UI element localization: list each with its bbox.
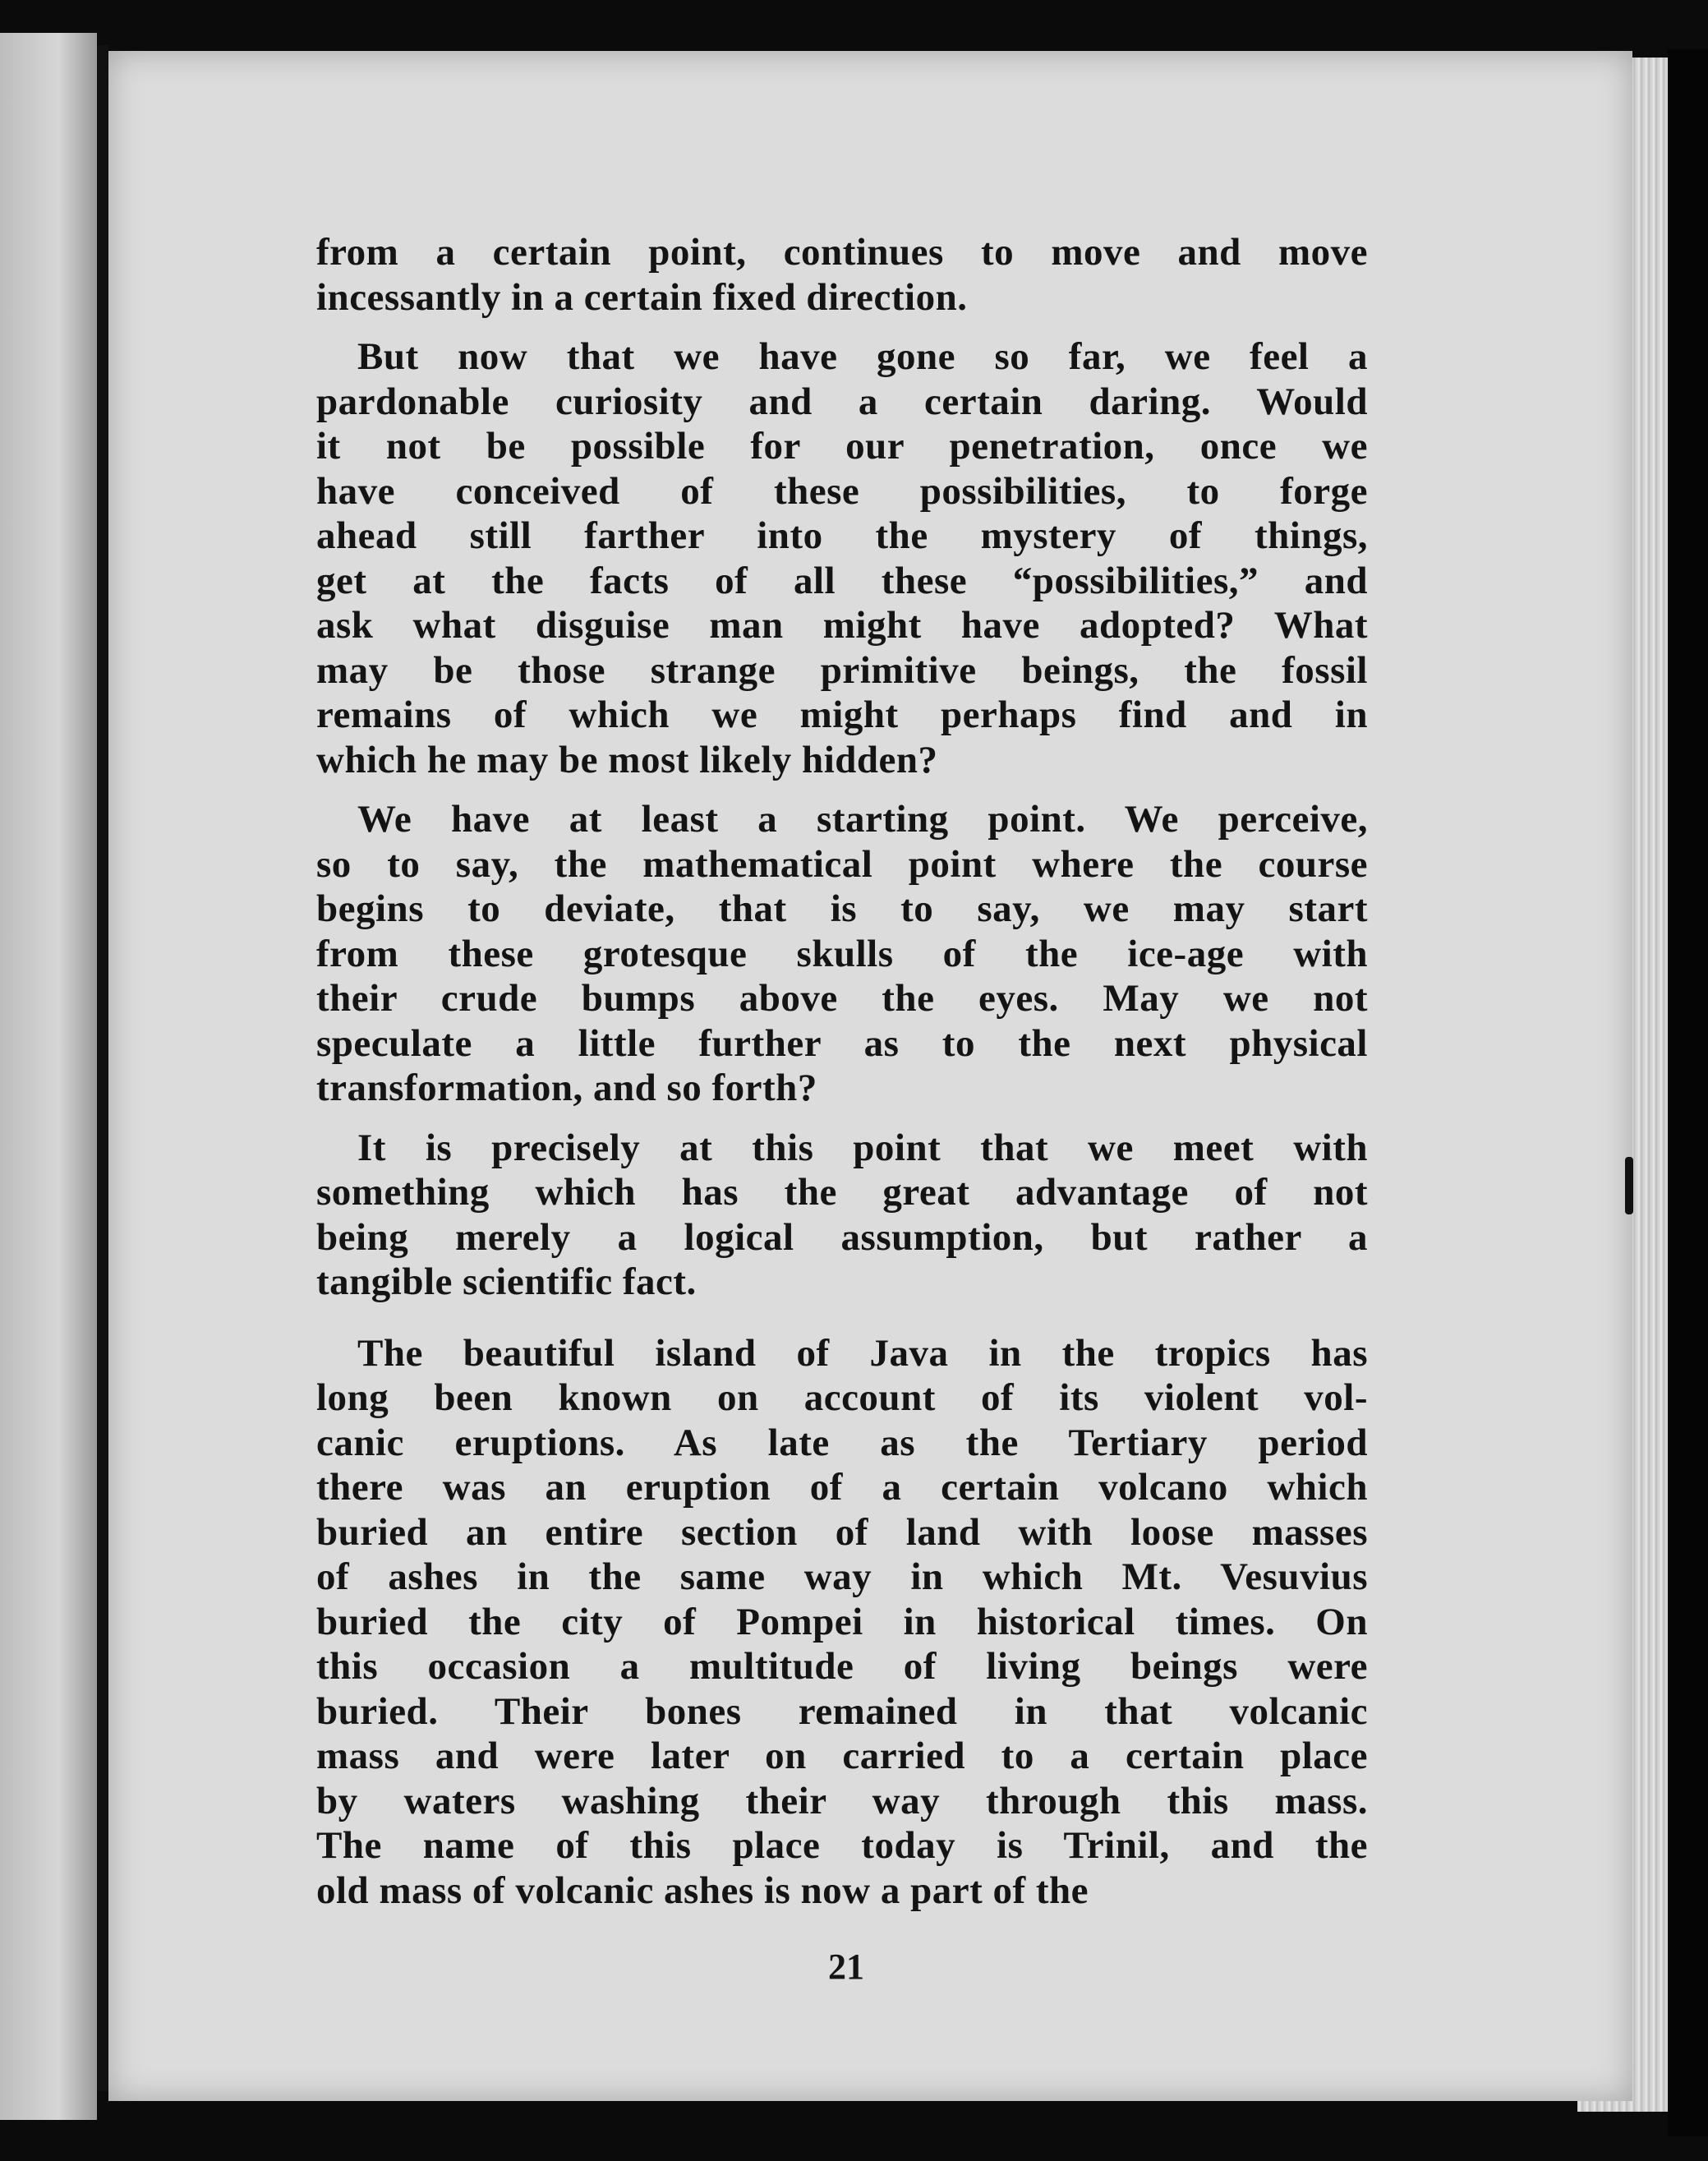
paragraph: [316, 797, 1368, 1111]
text-line: ahead still farther into the mystery of things,: [316, 514, 1368, 557]
text-line: old mass of volcanic ashes is now a part of the: [316, 1868, 1089, 1912]
text-line: buried an entire section of land with loose masses: [316, 1510, 1368, 1554]
text-line: long been known on account of its violent vol-: [316, 1376, 1368, 1419]
right-shadow: [1668, 49, 1708, 2136]
text-line: it not be possible for our penetration, once we: [316, 425, 1368, 468]
left-page-edge: [0, 33, 97, 2120]
text-line: so to say, the mathematical point where the course: [316, 842, 1368, 886]
text-line: have conceived of these possibilities, to forge: [316, 469, 1368, 513]
book-spine: [97, 45, 108, 2091]
text-line: buried. Their bones remained in that volcanic: [316, 1689, 1368, 1733]
text-line: ask what disguise man might have adopted? What: [316, 604, 1368, 647]
paragraph: [316, 1126, 1368, 1305]
paragraph: [316, 1331, 1368, 1914]
text-line: from a certain point, continues to move and move: [316, 231, 1368, 274]
paragraph: [316, 334, 1368, 782]
text-line: We have at least a starting point. We perceive,: [357, 798, 1368, 841]
text-line: begins to deviate, that is to say, we may start: [316, 887, 1368, 930]
text-line: get at the facts of all these “possibilities,” and: [316, 559, 1368, 602]
page-number: 21: [828, 1947, 864, 1987]
text-line: of ashes in the same way in which Mt. Vesuvius: [316, 1555, 1368, 1598]
body-text: [316, 230, 1368, 1913]
text-line: there was an eruption of a certain volcano which: [316, 1466, 1368, 1509]
text-line: canic eruptions. As late as the Tertiary period: [316, 1421, 1368, 1464]
text-line: which he may be most likely hidden?: [316, 738, 938, 781]
text-line: their crude bumps above the eyes. May we not: [316, 977, 1368, 1020]
text-line: The name of this place today is Trinil, and the: [316, 1824, 1368, 1867]
text-line: But now that we have gone so far, we feel a: [357, 335, 1368, 378]
text-line: tangible scientific fact.: [316, 1260, 697, 1303]
text-line: remains of which we might perhaps find and in: [316, 693, 1368, 736]
text-line: mass and were later on carried to a certain place: [316, 1735, 1368, 1777]
text-line: by waters washing their way through this mass.: [316, 1779, 1368, 1822]
text-line: incessantly in a certain fixed direction.: [316, 275, 968, 319]
text-line: buried the city of Pompei in historical times. On: [316, 1600, 1368, 1643]
page-edge-mark: [1625, 1157, 1633, 1214]
text-line: something which has the great advantage of not: [316, 1171, 1368, 1214]
text-line: may be those strange primitive beings, the fossil: [316, 648, 1368, 692]
paragraph: [316, 230, 1368, 320]
text-line: this occasion a multitude of living beings were: [316, 1645, 1368, 1688]
text-line: transformation, and so forth?: [316, 1067, 817, 1109]
text-line: pardonable curiosity and a certain daring. Would: [316, 380, 1368, 423]
text-line: from these grotesque skulls of the ice-age with: [316, 932, 1368, 975]
text-line: speculate a little further as to the next physical: [316, 1021, 1368, 1065]
text-line: The beautiful island of Java in the tropics has: [357, 1331, 1368, 1375]
text-line: being merely a logical assumption, but rather a: [316, 1215, 1368, 1259]
text-line: It is precisely at this point that we meet with: [357, 1126, 1368, 1169]
